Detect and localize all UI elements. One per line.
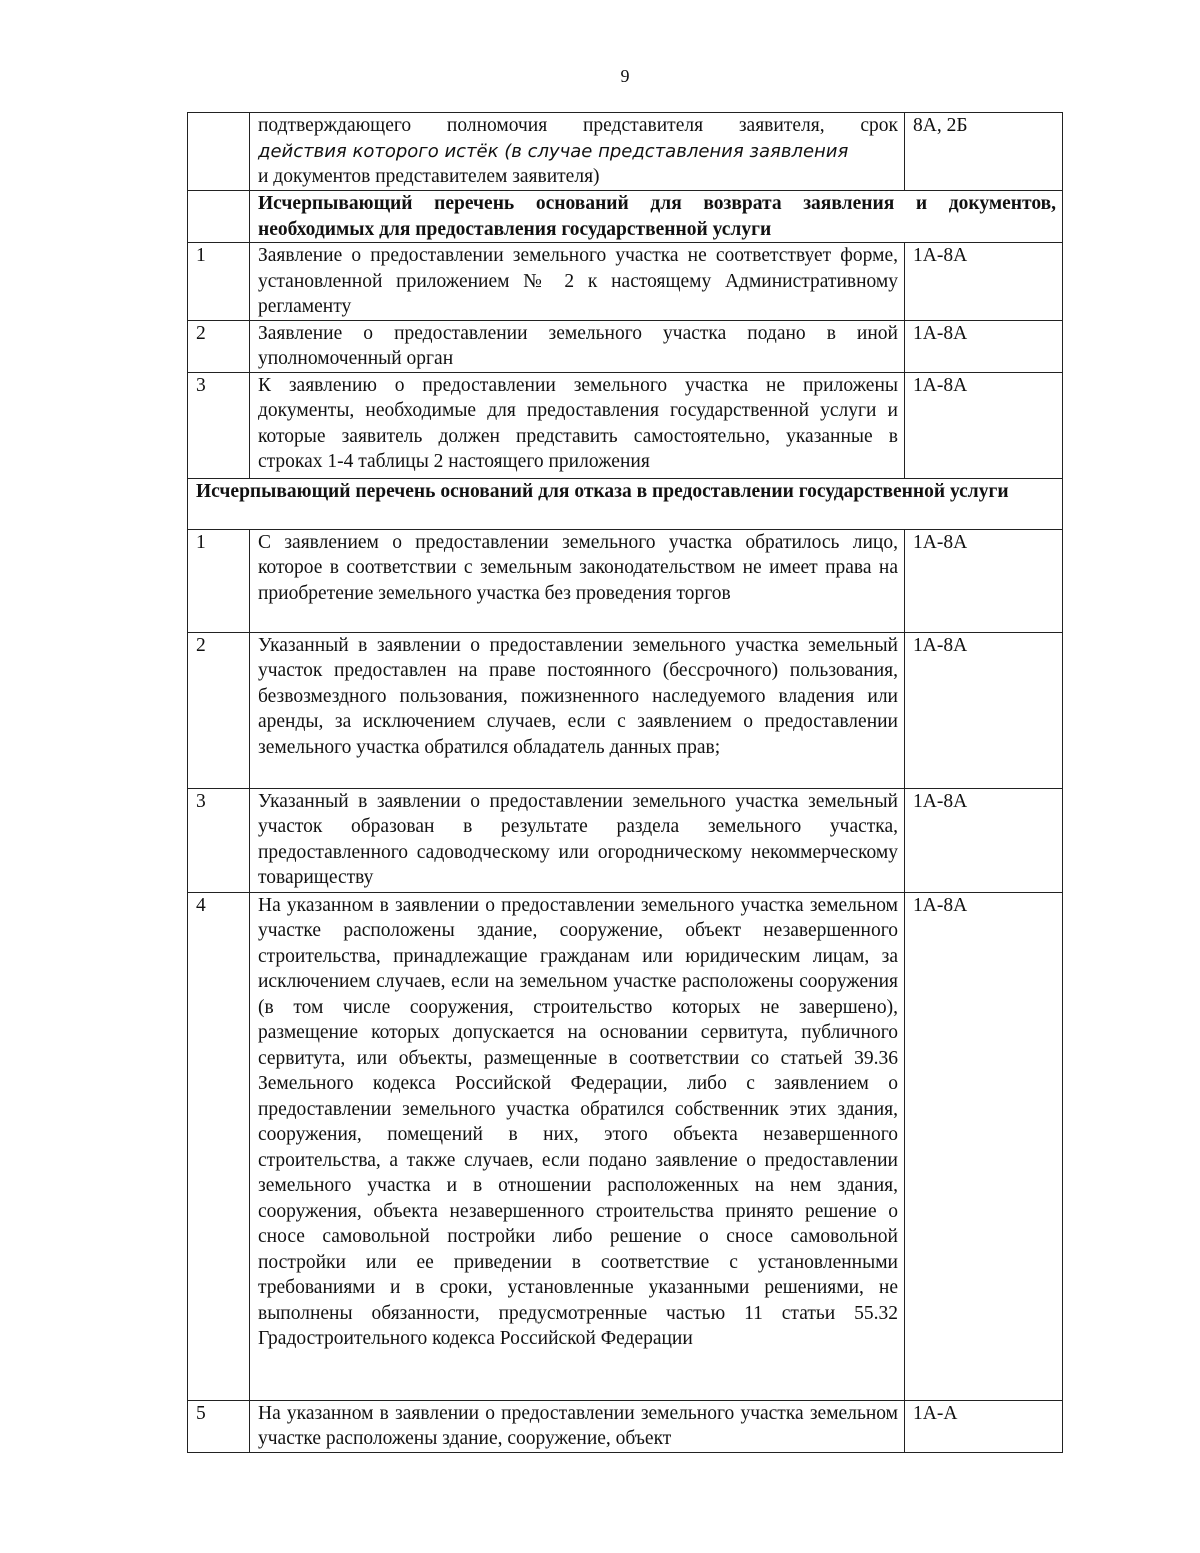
section-header-row: [188, 478, 1063, 529]
section-heading-refusals: Исчерпывающий перечень оснований для отказа в предоставлении государственной услуги: [188, 478, 1063, 529]
row-text: На указанном в заявлении о предоставлении земельного участка земельном участке расположены здание, сооружение, объект: [250, 1400, 905, 1452]
row-text: К заявлению о предоставлении земельного участка не приложены документы, необходимые для предоставления государственной услуги и которые заявитель должен представить самостоятельно, указанные в строках 1-4 таблицы 2 настоящего приложения: [250, 372, 905, 478]
row-code: 1А-8А: [905, 788, 1063, 892]
row-number: 1: [188, 243, 250, 321]
row-text-line: подтверждающего полномочия представителя заявителя, срок: [258, 115, 898, 136]
table-row: [188, 892, 1063, 1400]
row-number: 2: [188, 632, 250, 788]
row-text: Заявление о предоставлении земельного участка не соответствует форме, установленной приложением № 2 к настоящему Административному регламенту: [250, 243, 905, 321]
row-code: 1А-8А: [905, 892, 1063, 1400]
table-row: [188, 372, 1063, 478]
row-code: 1А-8А: [905, 320, 1063, 372]
row-code: 1А-8А: [905, 529, 1063, 632]
grounds-table: [187, 112, 1063, 1453]
row-number: 4: [188, 892, 250, 1400]
row-text: Заявление о предоставлении земельного участка подано в иной уполномоченный орган: [250, 320, 905, 372]
row-number: 3: [188, 372, 250, 478]
row-number-cell: [188, 113, 250, 191]
page-number: 9: [620, 66, 630, 86]
row-number: 5: [188, 1400, 250, 1452]
row-code: 1А-8А: [905, 632, 1063, 788]
table-row: [188, 113, 1063, 191]
table-row: [188, 1400, 1063, 1452]
row-text-line: действия которого истёк (в случае представления заявления: [258, 140, 849, 162]
table-row: [188, 529, 1063, 632]
row-code: 1А-8А: [905, 372, 1063, 478]
row-text: На указанном в заявлении о предоставлении земельного участка земельном участке расположены здание, сооружение, объект незавершенного строительства, принадлежащие гражданам или юридическим лицам, за исключением случаев, если на земельном участке расположены сооружения (в том числе сооружения, строительство которых не завершено), размещение которых допускается на основании сервитута, публичного сервитута, или объекты, размещенные в соответствии со статьей 39.36 Земельного кодекса Российской Федерации, либо с заявлением о предоставлении земельного участка обратился собственник этих здания, сооружения, помещений в них, этого объекта незавершенного строительства, а также случаев, если подано заявление о предоставлении земельного участка и в отношении расположенных на нем здания, сооружения, объекта незавершенного строительства принято решение о сносе самовольной постройки либо решение о сносе самовольной постройки или ее приведении в соответствие с установленными требованиями и в сроки, установленные указанными решениями, не выполнены обязанности, предусмотренные частью 11 статьи 55.32 Градостроительного кодекса Российской Федерации: [250, 892, 905, 1400]
row-text: С заявлением о предоставлении земельного участка обратилось лицо, которое в соответствии с земельным законодательством не имеет права на приобретение земельного участка без проведения торгов: [250, 529, 905, 632]
section-header-row: [188, 191, 1063, 243]
row-text-cell: [250, 113, 905, 191]
row-number: 3: [188, 788, 250, 892]
section-heading-returns: Исчерпывающий перечень оснований для возврата заявления и документов, необходимых для предоставления государственной услуги: [250, 191, 1063, 243]
table-row: [188, 788, 1063, 892]
row-number: 2: [188, 320, 250, 372]
table-row: [188, 243, 1063, 321]
row-text: Указанный в заявлении о предоставлении земельного участка земельный участок образован в результате раздела земельного участка, предоставленного садоводческому или огородническому некоммерческому товариществу: [250, 788, 905, 892]
row-code-cell: 8А, 2Б: [905, 113, 1063, 191]
row-code: 1А-8А: [905, 243, 1063, 321]
row-number: 1: [188, 529, 250, 632]
table-row: [188, 632, 1063, 788]
row-code: 1А-А: [905, 1400, 1063, 1452]
row-text-line: и документов представителем заявителя): [258, 166, 600, 187]
row-text: Указанный в заявлении о предоставлении земельного участка земельный участок предоставлен на праве постоянного (бессрочного) пользования, безвозмездного пользования, пожизненного наследуемого владения или аренды, за исключением случаев, если с заявлением о предоставлении земельного участка обратился обладатель данных прав;: [250, 632, 905, 788]
table-row: [188, 320, 1063, 372]
